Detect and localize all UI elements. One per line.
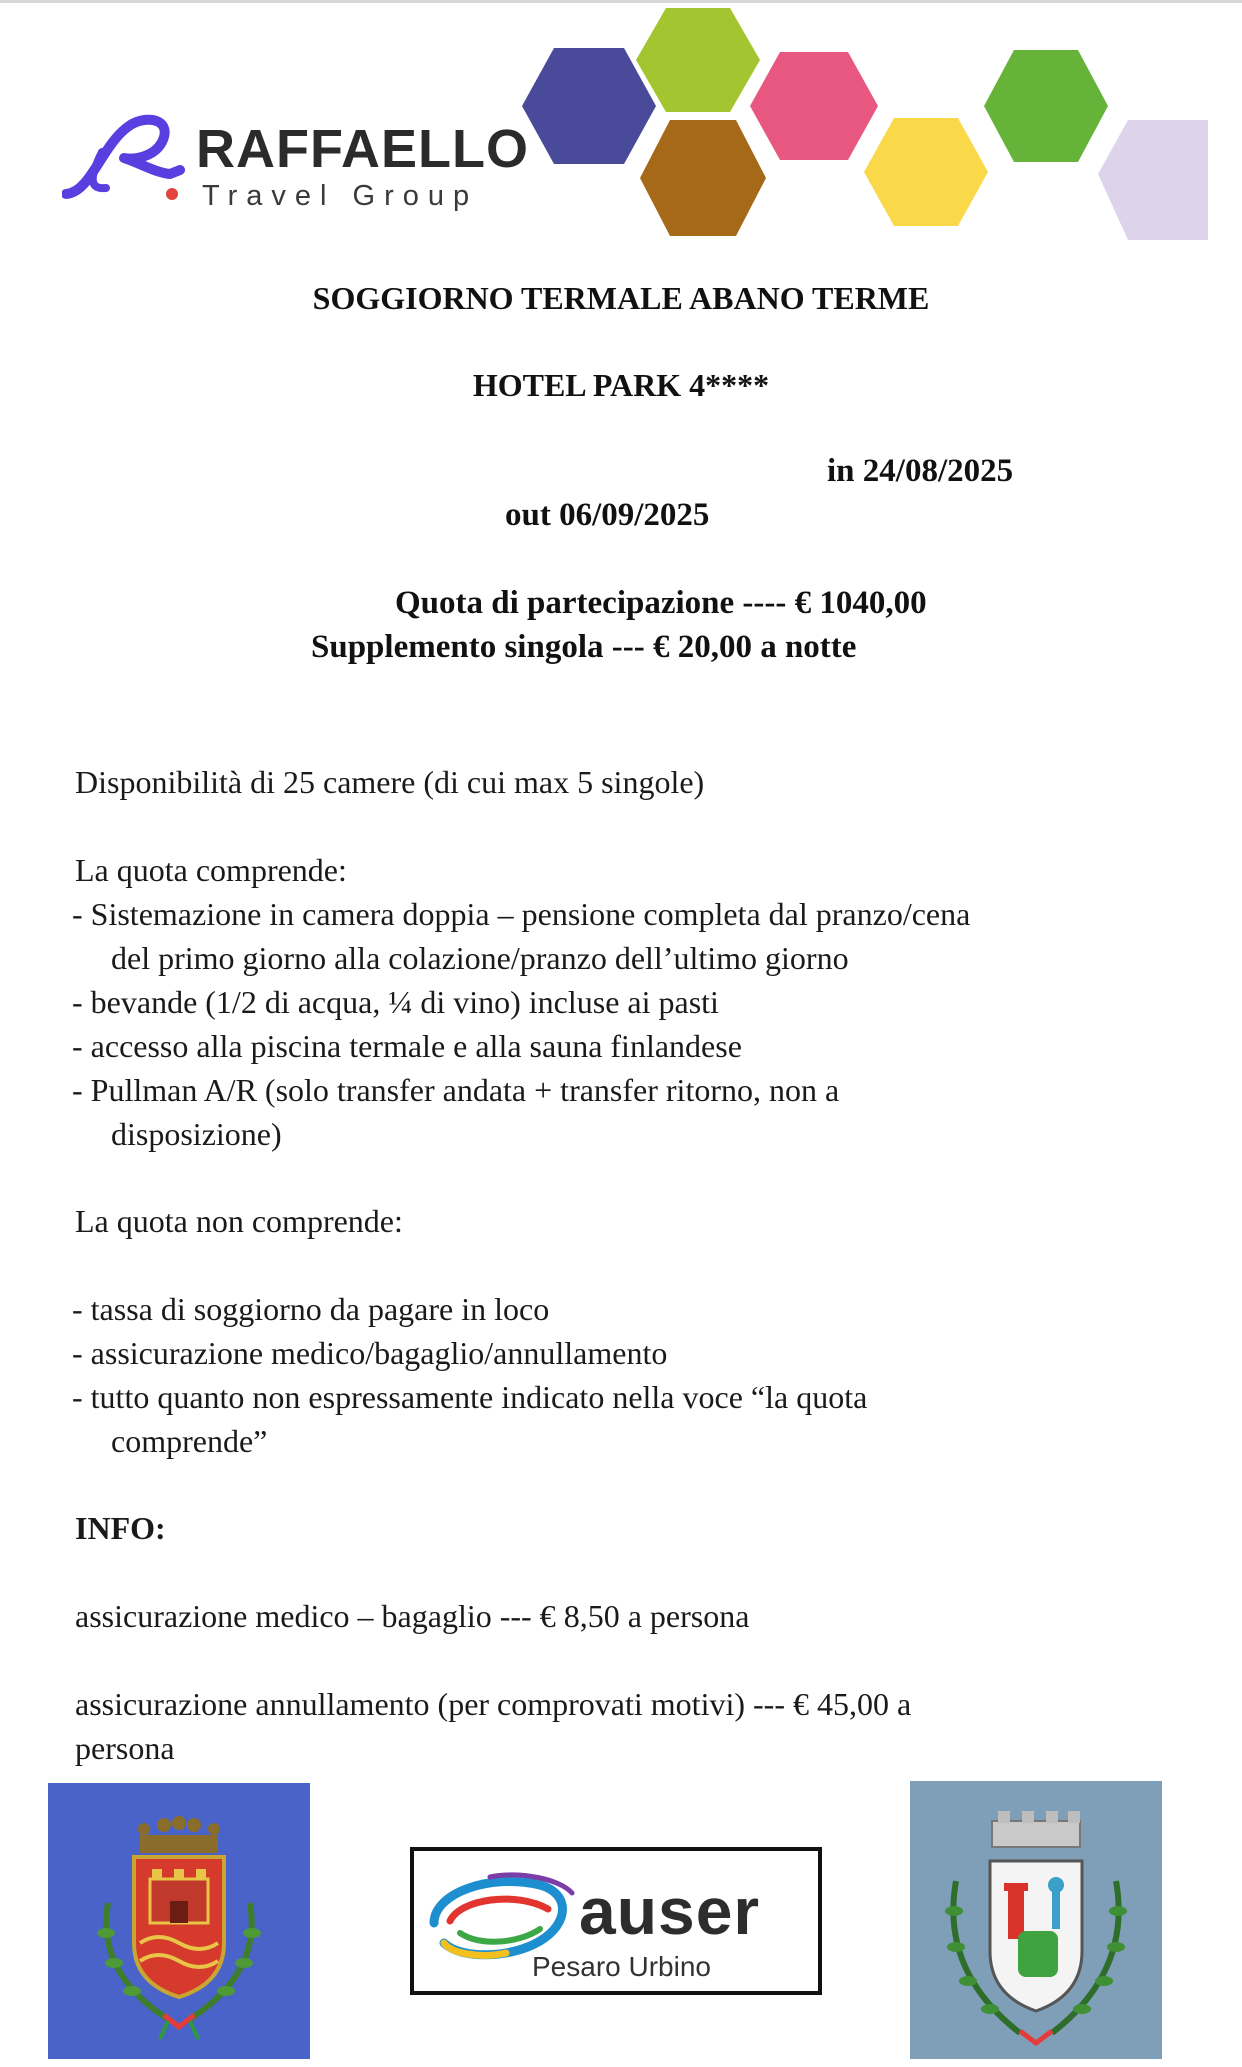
- hexagon-lime: [636, 8, 760, 112]
- logo-name: RAFFAELLO: [196, 119, 529, 179]
- excludes-item-continued: comprende”: [111, 1423, 268, 1459]
- info-cancel-insurance-continued: persona: [75, 1730, 175, 1766]
- includes-item: - accesso alla piscina termale e alla sauna finlandese: [72, 1028, 742, 1064]
- excludes-item: - tutto quanto non espressamente indicato nella voce “la quota: [72, 1379, 868, 1415]
- coat-of-arms-icon: [48, 1783, 310, 2059]
- hexagon-green: [984, 50, 1108, 162]
- coat-of-arms-icon: [910, 1781, 1162, 2059]
- logo-subtitle: Travel Group: [202, 180, 479, 212]
- excludes-item: - tassa di soggiorno da pagare in loco: [72, 1291, 550, 1327]
- left-coat-of-arms: [48, 1783, 310, 2059]
- info-medical-insurance: assicurazione medico – bagaglio --- € 8,50 a persona: [75, 1598, 750, 1634]
- includes-item-continued: del primo giorno alla colazione/pranzo dell’ultimo giorno: [111, 940, 849, 976]
- excludes-heading: La quota non comprende:: [75, 1203, 403, 1239]
- hexagon-decoration: [518, 8, 1208, 248]
- single-supplement: Supplemento singola --- € 20,00 a notte: [311, 629, 857, 665]
- hexagon-pink: [750, 52, 878, 160]
- hotel-title: HOTEL PARK 4****: [472, 367, 770, 403]
- availability: Disponibilità di 25 camere (di cui max 5 singole): [75, 764, 705, 800]
- quota-price: Quota di partecipazione ---- € 1040,00: [395, 585, 927, 621]
- auser-name: auser: [579, 1874, 761, 1948]
- hexagon-brown: [640, 120, 766, 236]
- top-border: [0, 0, 1242, 3]
- auser-subtitle: Pesaro Urbino: [532, 1951, 711, 1982]
- hexagon-yellow: [864, 118, 988, 226]
- check-out-date: out 06/09/2025: [505, 497, 710, 533]
- info-cancel-insurance: assicurazione annullamento (per comprovati motivi) --- € 45,00 a: [75, 1686, 912, 1722]
- excludes-item: - assicurazione medico/bagaglio/annullamento: [72, 1335, 668, 1371]
- check-in-date: in 24/08/2025: [827, 453, 1014, 489]
- right-coat-of-arms: [910, 1781, 1162, 2059]
- info-section: [75, 1506, 1175, 1770]
- info-heading: INFO:: [75, 1510, 166, 1546]
- raffaello-logo: [62, 112, 529, 222]
- includes-item: - Pullman A/R (solo transfer andata + transfer ritorno, non a: [72, 1072, 840, 1108]
- includes-item: - Sistemazione in camera doppia – pensione completa dal pranzo/cena: [72, 896, 971, 932]
- hexagon-navy: [522, 48, 656, 164]
- auser-logo: [410, 1847, 822, 1995]
- page-title: SOGGIORNO TERMALE ABANO TERME: [312, 280, 930, 316]
- includes-item: - bevande (1/2 di acqua, ¼ di vino) incluse ai pasti: [72, 984, 719, 1020]
- hexagon-lavender: [1098, 120, 1208, 240]
- availability-text: [75, 760, 1175, 804]
- includes-item-continued: disposizione): [111, 1116, 282, 1152]
- raffaello-r-mark-icon: [62, 112, 192, 212]
- includes-heading: La quota comprende:: [75, 852, 347, 888]
- excludes-section: [72, 1199, 1175, 1463]
- includes-section: [72, 848, 1175, 1156]
